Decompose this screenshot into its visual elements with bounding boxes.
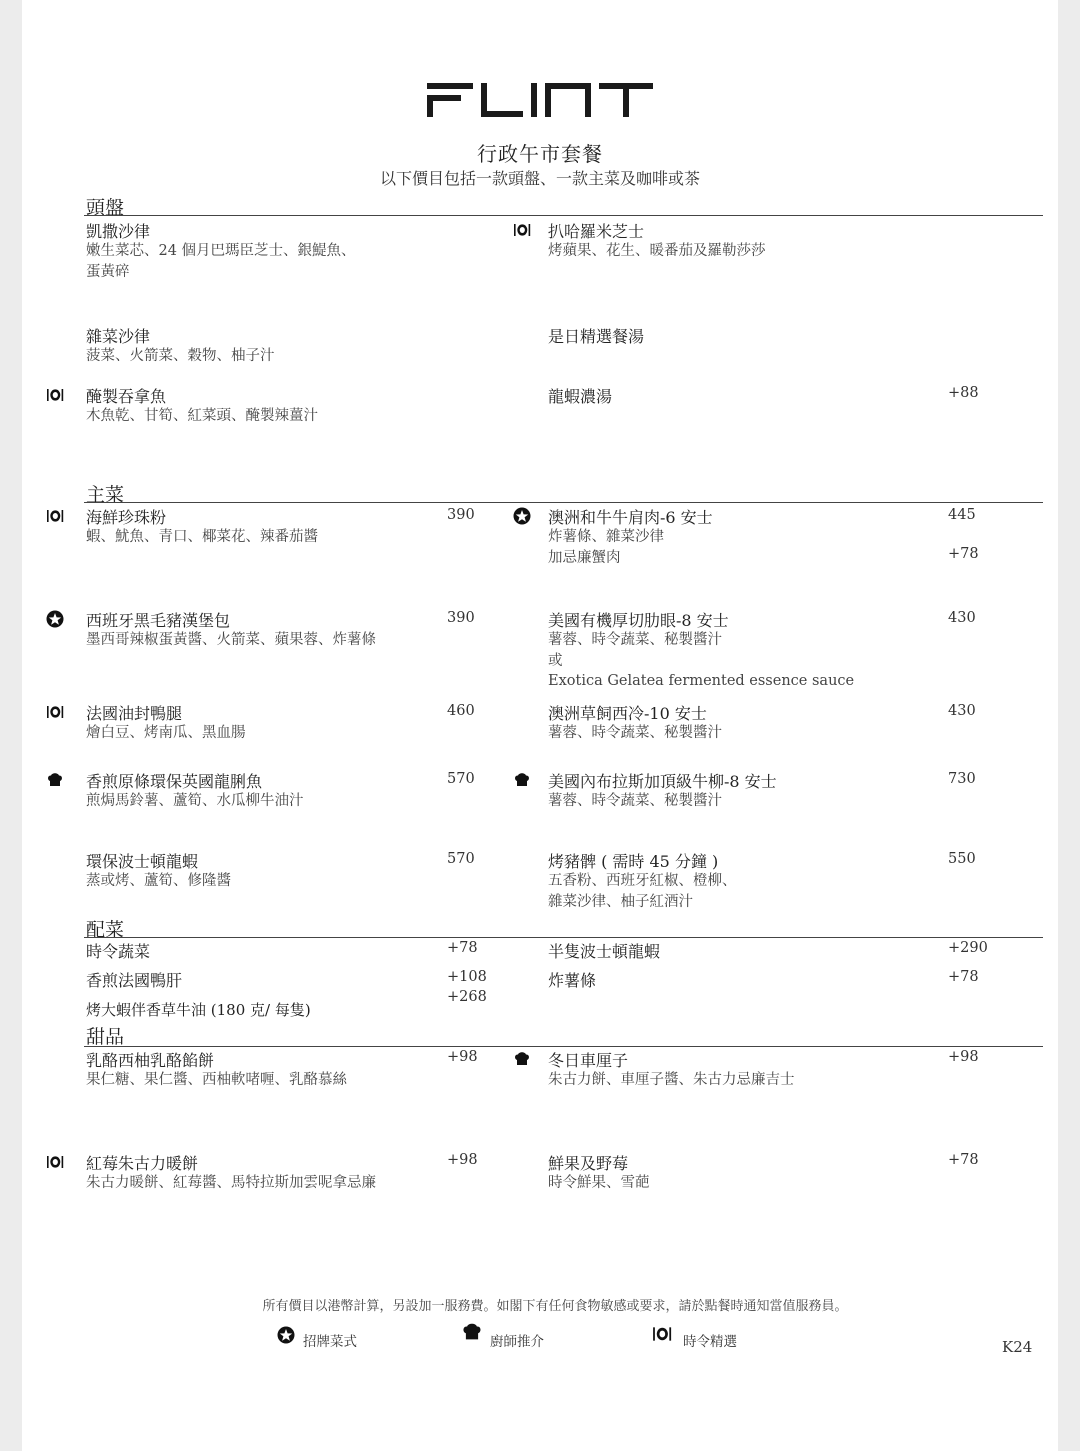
item-price: 460 <box>447 703 475 719</box>
section-divider <box>84 937 1043 938</box>
section-title-desserts: 甜品 <box>86 1026 125 1048</box>
main-desc: 五香粉、西班牙紅椒、橙柳、 <box>548 873 737 889</box>
main-desc: 雜菜沙律、柚子紅酒汁 <box>548 894 693 910</box>
starter-name: 是日精選餐湯 <box>548 327 645 346</box>
star-icon <box>277 1326 295 1344</box>
item-price: 550 <box>948 851 976 867</box>
main-desc: 炸薯條、雜菜沙律 <box>548 529 664 545</box>
main-name: 海鮮珍珠粉 <box>86 508 167 527</box>
item-price: +268 <box>447 989 487 1005</box>
main-name: 烤豬髀 ( 需時 45 分鐘 ) <box>548 852 719 871</box>
main-name: 西班牙黑毛豬漢堡包 <box>86 611 231 630</box>
starter-desc: 嫩生菜芯、24 個月巴瑪臣芝士、銀鯷魚、 <box>86 243 356 259</box>
flint-logo <box>427 83 653 117</box>
item-price: +98 <box>447 1152 478 1168</box>
side-name: 香煎法國鴨肝 <box>86 971 183 990</box>
dessert-name: 鮮果及野莓 <box>548 1154 629 1173</box>
service-charge-note: 所有價目以港幣計算，另設加一服務費。如閣下有任何食物敏感或要求，請於點餐時通知當值服務員。 <box>262 1299 848 1314</box>
starter-name: 龍蝦濃湯 <box>548 387 613 406</box>
item-price: +78 <box>948 969 979 985</box>
section-title-mains: 主菜 <box>86 484 125 506</box>
star-icon <box>46 610 64 628</box>
section-divider <box>84 215 1043 216</box>
item-price: 570 <box>447 851 475 867</box>
section-divider <box>84 502 1043 503</box>
main-name: 澳洲和牛牛肩肉-6 安士 <box>548 508 713 527</box>
plate-cutlery-icon <box>46 703 64 721</box>
section-title-sides: 配菜 <box>86 919 125 941</box>
side-name: 炸薯條 <box>548 971 597 990</box>
side-name: 烤大蝦伴香草牛油 (180 克/ 每隻) <box>86 1001 311 1019</box>
item-price: +88 <box>948 385 979 401</box>
main-desc: 蝦、魷魚、青口、椰菜花、辣番茄醬 <box>86 529 318 545</box>
item-price: +290 <box>948 940 988 956</box>
plate-cutlery-icon <box>46 386 64 404</box>
plate-cutlery-icon <box>649 1324 675 1344</box>
legend-label: 招牌菜式 <box>303 1334 357 1350</box>
main-desc: 蒸或烤、蘆筍、修隆醬 <box>86 873 231 889</box>
chef-hat-icon <box>46 771 64 789</box>
main-desc: 薯蓉、時令蔬菜、秘製醬汁 <box>548 725 722 741</box>
item-price: +78 <box>948 1152 979 1168</box>
dessert-name: 乳酪西柚乳酪餡餅 <box>86 1051 215 1070</box>
main-desc: 薯蓉、時令蔬菜、秘製醬汁 <box>548 632 722 648</box>
chef-hat-icon <box>513 1050 531 1068</box>
starter-name: 醃製吞拿魚 <box>86 387 167 406</box>
section-divider <box>84 1046 1043 1047</box>
main-desc: 燴白豆、烤南瓜、黑血腸 <box>86 725 246 741</box>
dessert-desc: 時令鮮果、雪葩 <box>548 1175 650 1191</box>
menu-subtitle: 以下價目包括一款頭盤、一款主菜及咖啡或茶 <box>379 169 700 188</box>
starter-desc: 菠菜、火箭菜、穀物、柚子汁 <box>86 348 275 364</box>
plate-cutlery-icon <box>46 507 64 525</box>
plate-cutlery-icon <box>46 1153 64 1171</box>
main-name: 澳洲草飼西冷-10 安士 <box>548 704 707 723</box>
item-price: +98 <box>447 1049 478 1065</box>
main-desc: 或 <box>548 653 563 669</box>
item-price: 430 <box>948 610 976 626</box>
menu-title: 行政午市套餐 <box>477 142 603 166</box>
starter-name: 扒哈羅米芝士 <box>548 222 645 241</box>
main-desc: 煎焗馬鈴薯、蘆筍、水瓜柳牛油汁 <box>86 793 304 809</box>
starter-desc: 蛋黃碎 <box>86 264 130 280</box>
dessert-desc: 朱古力暖餅、紅莓醬、馬特拉斯加雲呢拿忌廉 <box>86 1175 376 1191</box>
item-price: 390 <box>447 610 475 626</box>
main-name: 香煎原條環保英國龍脷魚 <box>86 772 263 791</box>
item-price: +98 <box>948 1049 979 1065</box>
item-price: 730 <box>948 771 976 787</box>
legend-label: 時令精選 <box>683 1334 737 1350</box>
plate-cutlery-icon <box>513 221 531 239</box>
main-desc: 墨西哥辣椒蛋黃醬、火箭菜、蘋果蓉、炸薯條 <box>86 632 376 648</box>
item-price: 390 <box>447 507 475 523</box>
starter-name: 凱撒沙律 <box>86 222 151 241</box>
main-name: 美國有機厚切肋眼-8 安士 <box>548 611 729 630</box>
main-name: 法國油封鴨腿 <box>86 704 183 723</box>
dessert-desc: 果仁糖、果仁醬、西柚軟啫喱、乳酪慕絲 <box>86 1072 347 1088</box>
main-desc: Exotica Gelatea fermented essence sauce <box>548 673 855 689</box>
page-code: K24 <box>1002 1338 1033 1356</box>
main-desc: 薯蓉、時令蔬菜、秘製醬汁 <box>548 793 722 809</box>
item-price: +78 <box>948 546 979 562</box>
item-price: 445 <box>948 507 976 523</box>
dessert-name: 冬日車厘子 <box>548 1051 629 1070</box>
legend-label: 廚師推介 <box>490 1334 544 1350</box>
side-name: 半隻波士頓龍蝦 <box>548 942 661 961</box>
item-price: 570 <box>447 771 475 787</box>
item-price: +108 <box>447 969 487 985</box>
chef-hat-icon <box>461 1321 483 1343</box>
section-title-starters: 頭盤 <box>86 197 125 219</box>
starter-desc: 烤蘋果、花生、暖番茄及羅勒莎莎 <box>548 243 766 259</box>
starter-name: 雜菜沙律 <box>86 327 151 346</box>
main-desc: 加忌廉蟹肉 <box>548 550 621 566</box>
item-price: 430 <box>948 703 976 719</box>
main-name: 環保波士頓龍蝦 <box>86 852 199 871</box>
chef-hat-icon <box>513 771 531 789</box>
starter-desc: 木魚乾、甘筍、紅菜頭、醃製辣薑汁 <box>86 408 318 424</box>
item-price: +78 <box>447 940 478 956</box>
side-name: 時令蔬菜 <box>86 942 151 961</box>
star-icon <box>513 507 531 525</box>
main-name: 美國內布拉斯加頂級牛柳-8 安士 <box>548 772 777 791</box>
dessert-desc: 朱古力餅、車厘子醬、朱古力忌廉吉士 <box>548 1072 795 1088</box>
dessert-name: 紅莓朱古力暖餅 <box>86 1154 199 1173</box>
